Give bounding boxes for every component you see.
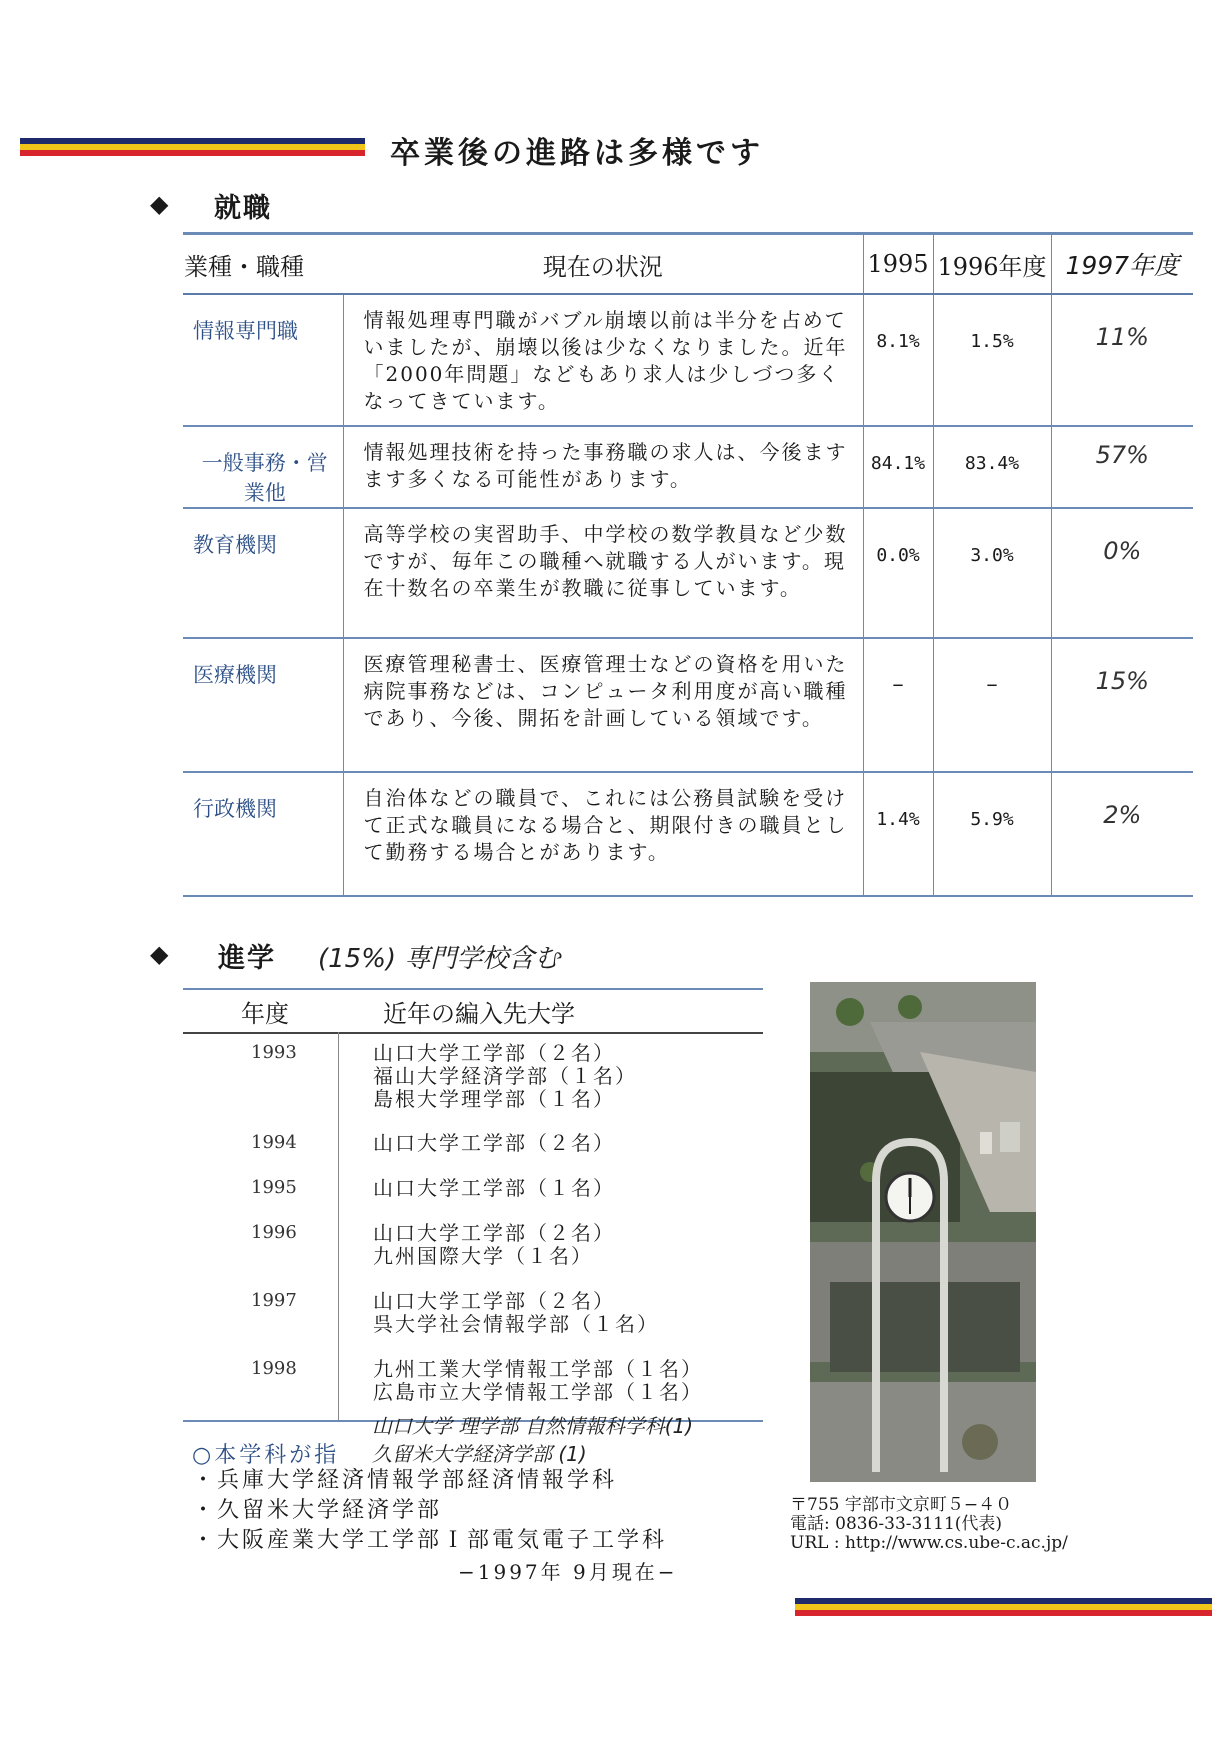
header-1997-handwritten: 1997年度 <box>1051 234 1193 295</box>
row-year: 1995 <box>251 1177 297 1198</box>
row-year: 1998 <box>251 1358 297 1379</box>
university-name: 島根大学理学部（１名） <box>373 1087 615 1111</box>
university-name: 山口大学工学部（２名） <box>373 1041 615 1065</box>
row-universities <box>373 1290 659 1336</box>
postal-address: 〒755 宇部市文京町５−４０ <box>790 1495 1013 1515</box>
row-universities <box>373 1177 615 1200</box>
further-note-handwritten: (15%) 専門学校含む <box>318 944 561 974</box>
row-description: 情報処理技術を持った事務職の求人は、今後ますます多くなる可能性があります。 <box>343 426 863 508</box>
university-name: 山口大学工学部（１名） <box>373 1176 615 1200</box>
row-year: 1997 <box>251 1290 297 1311</box>
target-university-list <box>192 1466 667 1556</box>
list-item: ・大阪産業大学工学部Ｉ部電気電子工学科 <box>192 1528 668 1553</box>
employment-table <box>183 232 1193 897</box>
row-description: 医療管理秘書士、医療管理士などの資格を用いた病院事務などは、コンピュータ利用度が高い職種であり、今後、開拓を計画している領域です。 <box>343 638 863 772</box>
table-row <box>183 426 1193 508</box>
header-category: 業種・職種 <box>183 234 343 295</box>
row-universities <box>373 1132 615 1155</box>
row-year: 1993 <box>251 1042 297 1063</box>
row-1995: 0.0% <box>863 508 933 638</box>
row-1997-handwritten: 15% <box>1051 638 1193 772</box>
university-name: 広島市立大学情報工学部（１名） <box>373 1380 703 1404</box>
row-1996: 3.0% <box>933 508 1051 638</box>
row-1997-handwritten: 11% <box>1051 294 1193 426</box>
diamond-bullet-icon: ◆ <box>150 940 169 968</box>
row-universities <box>373 1042 637 1111</box>
row-1995: 1.4% <box>863 772 933 896</box>
page-title: 卒業後の進路は多様です <box>390 136 764 171</box>
table-row <box>183 638 1193 772</box>
handwritten-addition: 久留米大学経済学部 (1) <box>372 1442 587 1466</box>
row-1996: 1.5% <box>933 294 1051 426</box>
university-table-header <box>183 988 763 1034</box>
campus-clock-photo <box>810 982 1036 1482</box>
row-category: 情報専門職 <box>183 294 343 426</box>
as-of-date: −1997年 9月現在− <box>458 1560 678 1584</box>
university-name: 山口大学工学部（２名） <box>373 1221 615 1245</box>
row-1997-handwritten: 2% <box>1051 772 1193 896</box>
row-1996: − <box>933 638 1051 772</box>
diamond-bullet-icon: ◆ <box>150 190 169 218</box>
contact-address <box>790 1496 1068 1553</box>
row-category: 医療機関 <box>183 638 343 772</box>
row-category: 教育機関 <box>183 508 343 638</box>
row-1997-handwritten: 0% <box>1051 508 1193 638</box>
employment-heading: 就職 <box>214 193 272 224</box>
row-universities <box>373 1222 615 1268</box>
row-1995: 84.1% <box>863 426 933 508</box>
row-1996: 83.4% <box>933 426 1051 508</box>
row-description: 自治体などの職員で、これには公務員試験を受けて正式な職員になる場合と、期限付きの職員として勤務する場合とがあります。 <box>343 772 863 896</box>
university-name: 山口大学工学部（２名） <box>373 1289 615 1313</box>
row-1997-handwritten: 57% <box>1051 426 1193 508</box>
handwritten-addition: 山口大学 理学部 自然情報科学科(1) <box>372 1414 694 1438</box>
column-divider <box>338 1032 339 1420</box>
bottom-color-stripe <box>795 1598 1212 1616</box>
header-1995: 1995 <box>863 234 933 295</box>
university-name: 九州国際大学（１名） <box>373 1244 593 1268</box>
further-heading: 進学 <box>218 943 276 974</box>
header-universities: 近年の編入先大学 <box>383 1000 575 1028</box>
header-year: 年度 <box>241 1000 289 1028</box>
row-category: 行政機関 <box>183 772 343 896</box>
row-description: 高等学校の実習助手、中学校の数学教員など少数ですが、毎年この職種へ就職する人がいます。現在十数名の卒業生が教職に従事しています。 <box>343 508 863 638</box>
header-1996: 1996年度 <box>933 234 1051 295</box>
row-description: 情報処理専門職がバブル崩壊以前は半分を占めていましたが、崩壊以後は少なくなりました。近年「2000年問題」などもあり求人は少しづつ多くなってきています。 <box>343 294 863 426</box>
header-status: 現在の状況 <box>343 234 863 295</box>
row-1995: − <box>863 638 933 772</box>
phone-number: 電話: 0836-33-3111(代表) <box>790 1514 1003 1534</box>
university-name: 山口大学工学部（２名） <box>373 1131 615 1155</box>
top-color-stripe <box>20 138 365 156</box>
row-universities <box>373 1358 703 1404</box>
row-1996: 5.9% <box>933 772 1051 896</box>
table-row <box>183 772 1193 896</box>
employment-table-header <box>183 234 1193 295</box>
website-url[interactable]: URL : http://www.cs.ube-c.ac.jp/ <box>790 1533 1068 1553</box>
university-name: 九州工業大学情報工学部（１名） <box>373 1357 703 1381</box>
row-1995: 8.1% <box>863 294 933 426</box>
list-item: ・兵庫大学経済情報学部経済情報学科 <box>192 1468 618 1493</box>
list-item: ・久留米大学経済学部 <box>192 1498 443 1523</box>
campus-clock-illustration <box>810 982 1036 1482</box>
table-row <box>183 508 1193 638</box>
university-name: 福山大学経済学部（１名） <box>373 1064 637 1088</box>
row-year: 1994 <box>251 1132 297 1153</box>
row-category: 一般事務・営業他 <box>183 426 343 508</box>
row-year: 1996 <box>251 1222 297 1243</box>
target-label: ○本学科が指 <box>192 1443 340 1468</box>
table-row <box>183 294 1193 426</box>
university-name: 呉大学社会情報学部（１名） <box>373 1312 659 1336</box>
